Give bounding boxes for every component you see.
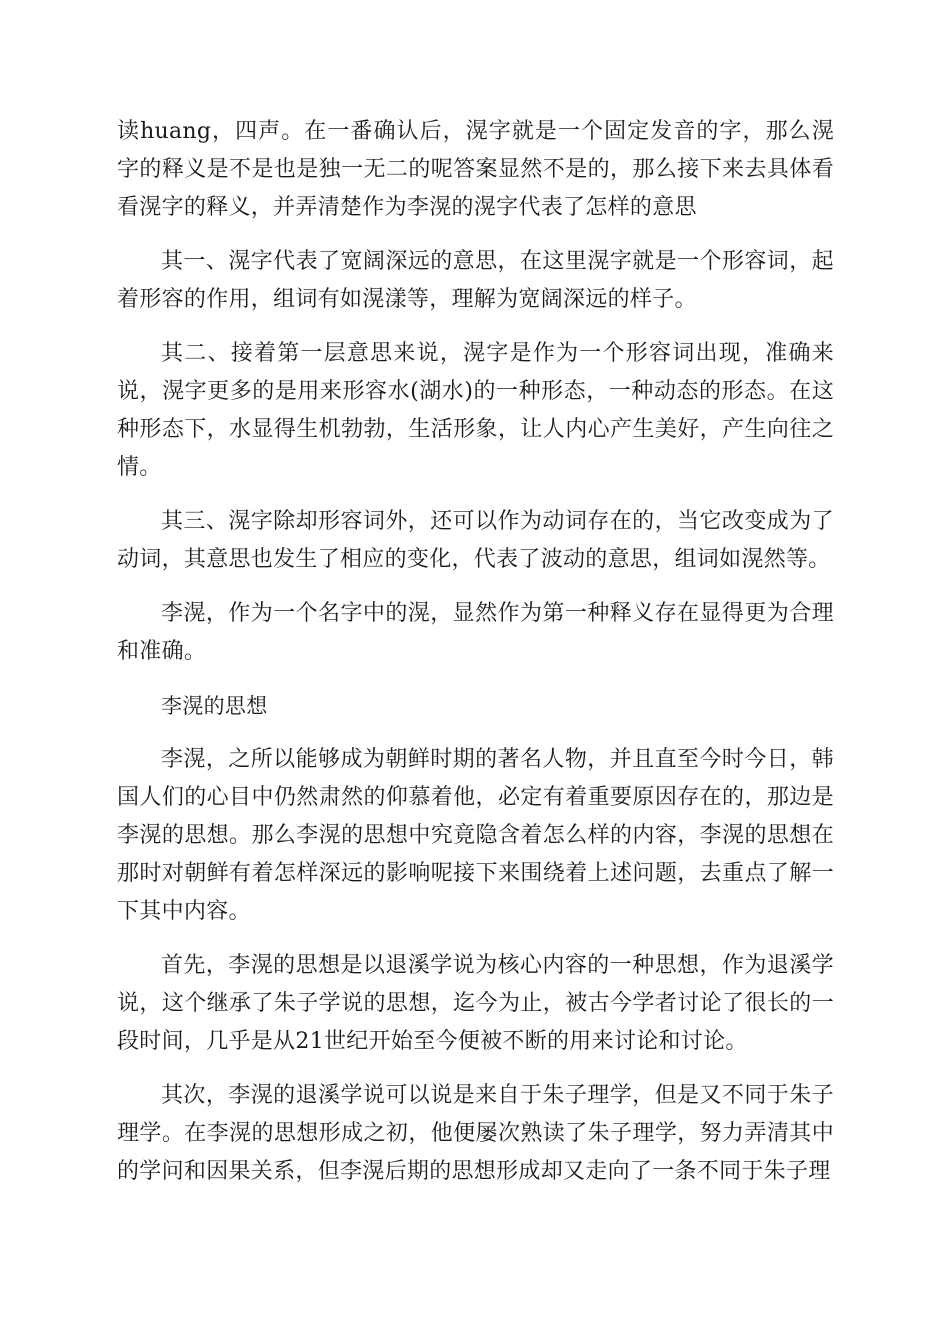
paragraph-8: 其次，李滉的退溪学说可以说是来自于朱子理学，但是又不同于朱子理学。在李滉的思想形成之初，他便屡次熟读了朱子理学，努力弄清其中的学问和因果关系，但李滉后期的思想形成却又走向了一条不同于朱子理 xyxy=(117,1083,834,1184)
paragraph-7: 首先，李滉的思想是以退溪学说为核心内容的一种思想，作为退溪学说，这个继承了朱子学说的思想，迄今为止，被古今学者讨论了很长的一段时间，几乎是从21世纪开始至今便被不断的用来讨论和讨论。 xyxy=(117,953,834,1054)
paragraph-4: 其三、滉字除却形容词外，还可以作为动词存在的，当它改变成为了动词，其意思也发生了相应的变化，代表了波动的意思，组词如滉然等。 xyxy=(117,509,834,572)
paragraph-1: 读huang，四声。在一番确认后，滉字就是一个固定发音的字，那么滉字的释义是不是也是独一无二的呢答案显然不是的，那么接下来去具体看看滉字的释义，并弄清楚作为李滉的滉字代表了怎样的意思 xyxy=(117,119,834,220)
section-heading: 李滉的思想 xyxy=(161,694,268,718)
paragraph-5: 李滉，作为一个名字中的滉，显然作为第一种释义存在显得更为合理和准确。 xyxy=(117,601,834,664)
paragraph-3: 其二、接着第一层意思来说，滉字是作为一个形容词出现，准确来说，滉字更多的是用来形容水(湖水)的一种形态，一种动态的形态。在这种形态下，水显得生机勃勃，生活形象，让人内心产生美好，产生向往之情。 xyxy=(117,341,834,480)
paragraph-6: 李滉，之所以能够成为朝鲜时期的著名人物，并且直至今时今日，韩国人们的心目中仍然肃然的仰慕着他，必定有着重要原因存在的，那边是李滉的思想。那么李滉的思想中究竟隐含着怎么样的内容，李滉的思想在那时对朝鲜有着怎样深远的影响呢接下来围绕着上述问题，去重点了解一下其中内容。 xyxy=(117,747,834,924)
document-body xyxy=(117,113,834,1207)
paragraph-2: 其一、滉字代表了宽阔深远的意思，在这里滉字就是一个形容词，起着形容的作用，组词有如滉漾等，理解为宽阔深远的样子。 xyxy=(117,249,834,312)
